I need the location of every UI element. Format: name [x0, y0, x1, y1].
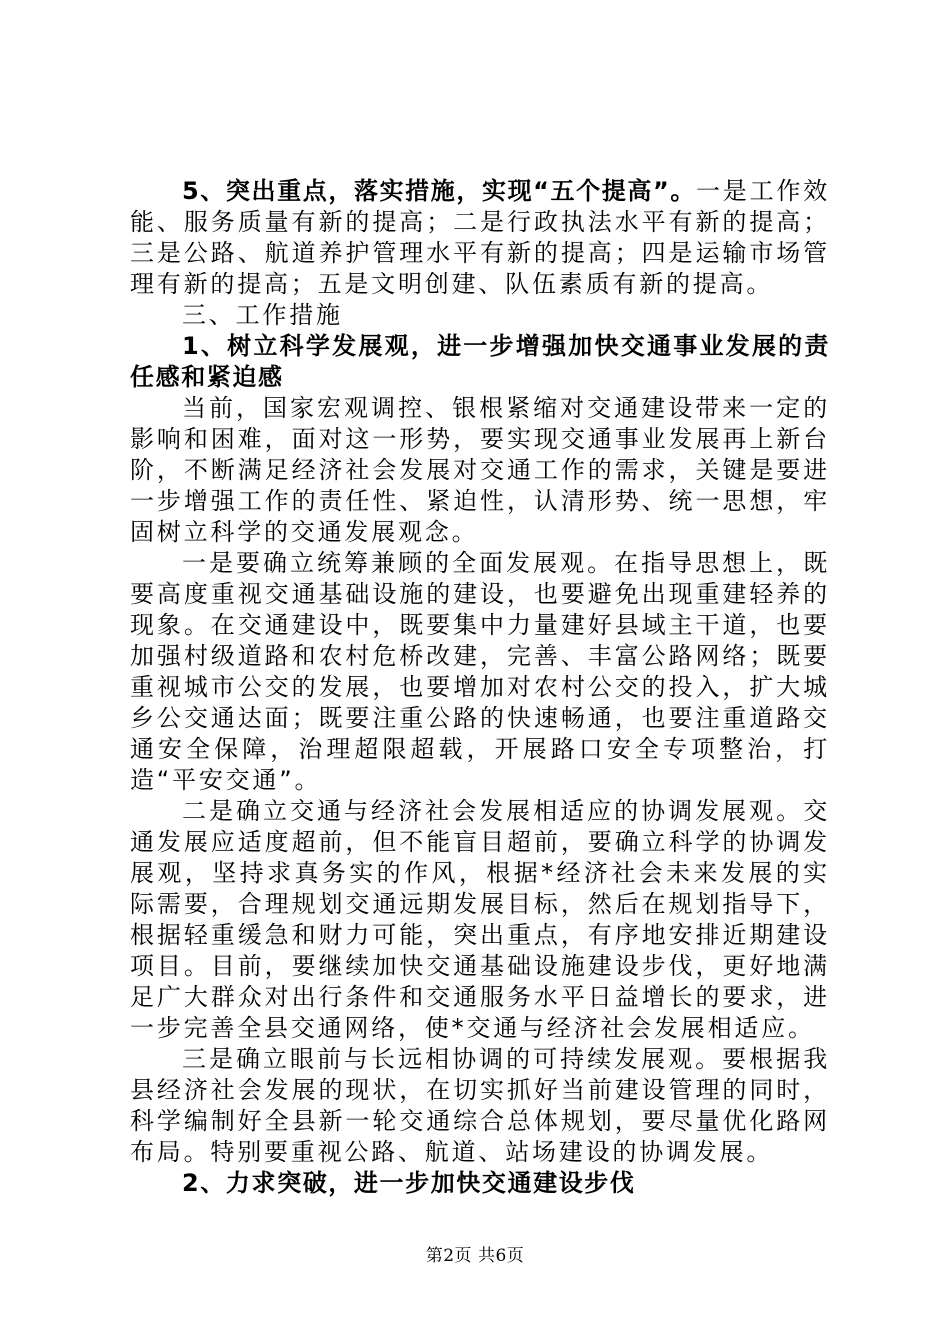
- subheading-1: 1、树立科学发展观，进一步增强加快交通事业发展的责任感和紧迫感: [130, 332, 830, 391]
- subheading-2: 2、力求突破，进一步加快交通建设步伐: [182, 1169, 636, 1197]
- body-paragraph: 二是确立交通与经济社会发展相适应的协调发展观。交通发展应适度超前，但不能盲目超前，要确立科学的协调发展观，坚持求真务实的作风，根据*经济社会未来发展的实际需要，合理规划交通远期发展目标，然后在规划指导下，根据轻重缓急和财力可能，突出重点，有序地安排近期建设项目。目前，要继续加快交通基础设施建设步伐，更好地满足广大群众对出行条件和交通服务水平日益增长的要求，进一步完善全县交通网络，使*交通与经济社会发展相适应。: [130, 797, 830, 1042]
- page-number-footer: 第2页 共6页: [425, 1246, 525, 1266]
- paragraph-lead: 5、突出重点，落实措施，实现“五个提高”。: [182, 177, 696, 205]
- paragraph-text: 一是工作效能、服务质量有新的提高；二是行政执法水平有新的提高；三是公路、航道养护管理水平有新的提高；四是运输市场管理有新的提高；五是文明创建、队伍素质有新的提高。: [130, 177, 830, 298]
- body-paragraph: 当前，国家宏观调控、银根紧缩对交通建设带来一定的影响和困难，面对这一形势，要实现交通事业发展再上新台阶，不断满足经济社会发展对交通工作的需求，关键是要进一步增强工作的责任性、紧迫性，认清形势、统一思想，牢固树立科学的交通发展观念。: [130, 394, 830, 546]
- body-paragraph: 一是要确立统筹兼顾的全面发展观。在指导思想上，既要高度重视交通基础设施的建设，也要避免出现重建轻养的现象。在交通建设中，既要集中力量建好县域主干道，也要加强村级道路和农村危桥改建，完善、丰富公路网络；既要重视城市公交的发展，也要增加对农村公交的投入，扩大城乡公交通达面；既要注重公路的快速畅通，也要注重道路交通安全保障，治理超限超载，开展路口安全专项整治，打造“平安交通”。: [130, 549, 830, 794]
- paragraph-five-improvements: [130, 176, 830, 300]
- document-body: [130, 176, 830, 1199]
- body-paragraph: 三是确立眼前与长远相协调的可持续发展观。要根据我县经济社会发展的现状，在切实抓好当前建设管理的同时，科学编制好全县新一轮交通综合总体规划，要尽量优化路网布局。特别要重视公路、航道、站场建设的协调发展。: [130, 1045, 830, 1166]
- section-heading: 三、工作措施: [182, 301, 343, 329]
